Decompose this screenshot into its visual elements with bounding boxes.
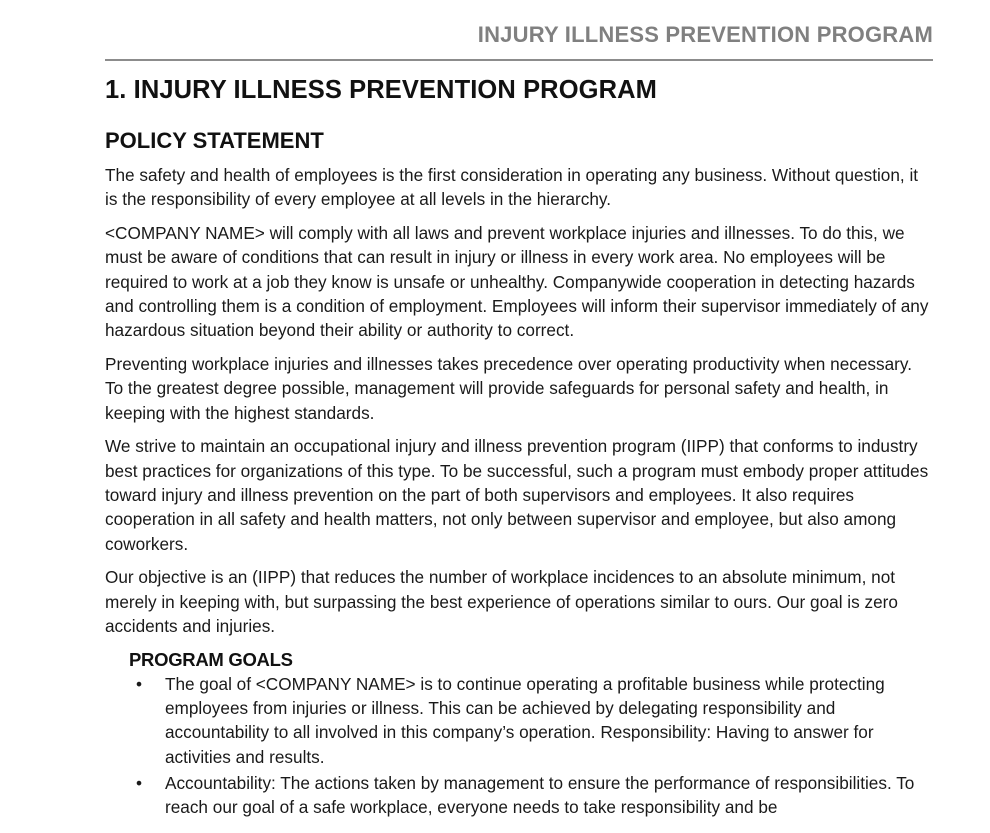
paragraph: <COMPANY NAME> will comply with all laws and prevent workplace injuries and illnesses. To do this, we must be aware of conditions that can result in injury or illness in every work area. No employees will be required to work at a job they know is unsafe or unhealthy. Companywide cooperation in detecting hazards and controlling them is a condition of employment. Employees will inform their supervisor immediately of any hazardous situation beyond their ability or authority to correct. [105,223,929,341]
document-title: 1. INJURY ILLNESS PREVENTION PROGRAM [105,76,657,104]
subsection-heading-program-goals: PROGRAM GOALS [129,648,293,670]
list-item-text: Accountability: The actions taken by management to ensure the performance of responsibilities. To reach our goal of a safe workplace, everyone needs to take responsibility and be [165,772,915,817]
paragraph: Preventing workplace injuries and illnesses takes precedence over operating productivity when necessary. To the greatest degree possible, management will provide safeguards for personal safety and health, in keeping with the highest standards. [105,354,912,423]
list-item-text: The goal of <COMPANY NAME> is to continue operating a profitable business while protecting employees from injuries or illness. This can be achieved by delegating responsibility and accountability to all involved in this company’s operation. Responsibility: Having to answer for activities and results. [165,673,885,767]
paragraph: Our objective is an (IIPP) that reduces the number of workplace incidences to an absolute minimum, not merely in keeping with, but surpassing the best experience of operations similar to ours. Our goal is zero accidents and injuries. [105,567,898,637]
header-rule [105,59,933,61]
section-heading-policy-statement: POLICY STATEMENT [105,128,324,153]
paragraph: We strive to maintain an occupational injury and illness prevention program (IIPP) that conforms to industry best practices for organizations of this type. To be successful, such a program must embody proper attitudes toward injury and illness prevention on the part of both supervisors and employees. It also requires cooperation in all safety and health matters, not only between supervisor and employee, but also among coworkers. [105,436,929,554]
bullet-icon: • [136,673,143,694]
program-goals-list [105,672,933,819]
running-header: INJURY ILLNESS PREVENTION PROGRAM [477,22,933,47]
document-body [105,163,933,821]
paragraph: The safety and health of employees is the first consideration in operating any business. Without question, it is the responsibility of every employee at all levels in the hierarchy. [105,165,919,210]
list-item [105,672,933,769]
bullet-icon: • [136,772,143,793]
list-item [105,771,933,820]
